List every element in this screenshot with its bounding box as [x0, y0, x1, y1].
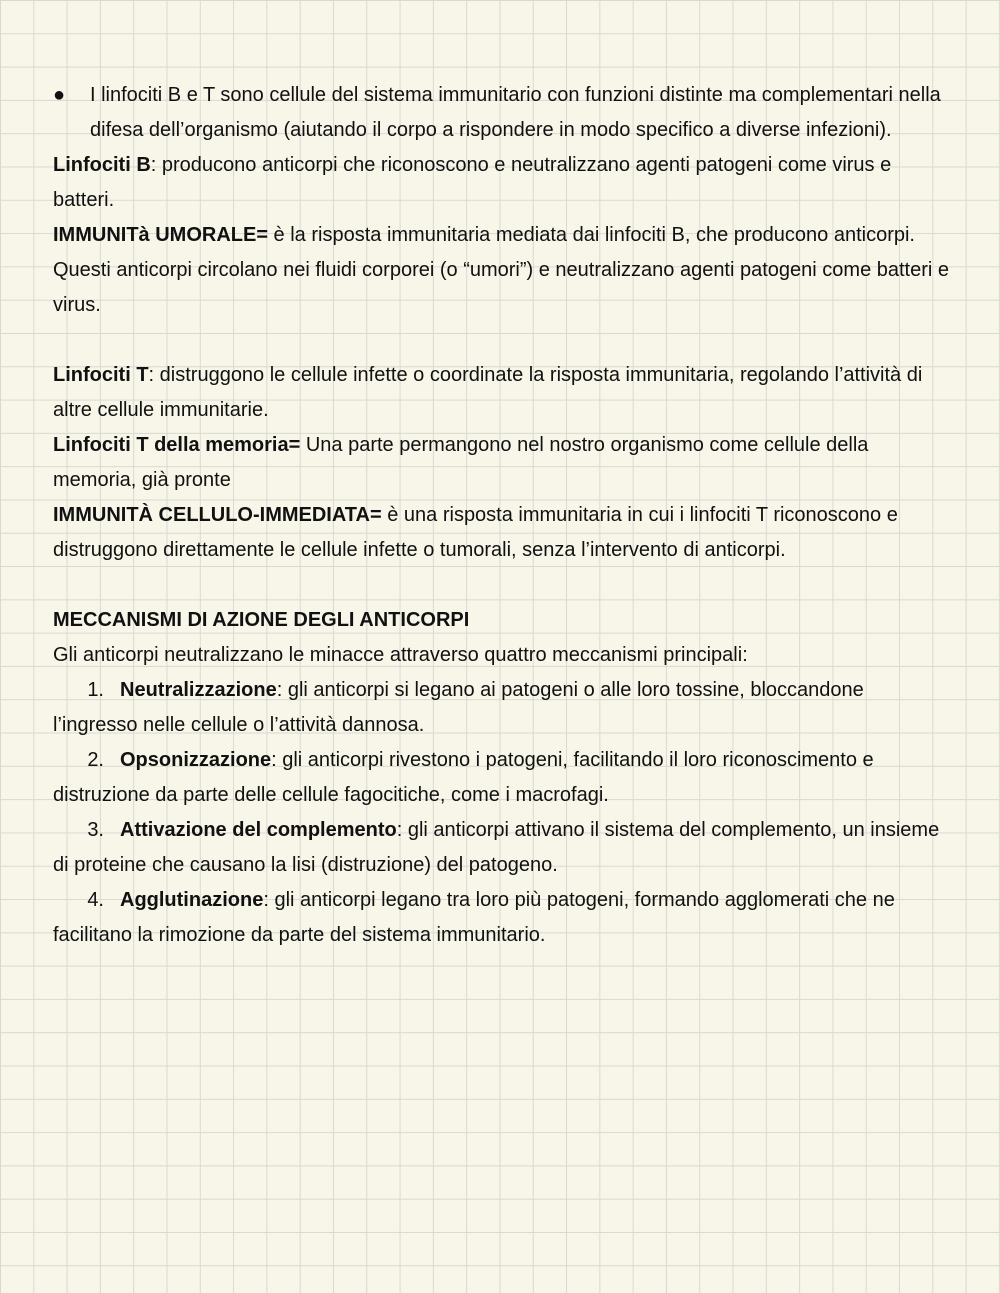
meccanismi-heading: MECCANISMI DI AZIONE DEGLI ANTICORPI: [53, 609, 470, 631]
linfociti-t-memoria-term: Linfociti T della memoria=: [53, 434, 301, 456]
mechanism-term: Neutralizzazione: [120, 679, 277, 701]
immunita-cellulo-paragraph: [53, 498, 953, 568]
linfociti-t-memoria-paragraph: [53, 428, 953, 498]
mechanism-number: 4.: [87, 889, 104, 911]
mechanism-text: : gli anticorpi legano tra loro più patogeni, formando agglomerati che ne facilitano la rimozione da parte del sistema immunitario.: [53, 889, 895, 946]
mechanism-number: 2.: [87, 749, 104, 771]
mechanism-item: [53, 813, 953, 883]
linfociti-b-term: Linfociti B: [53, 154, 151, 176]
immunita-cellulo-term: IMMUNITÀ CELLULO-IMMEDIATA=: [53, 504, 382, 526]
mechanism-item: [53, 883, 953, 953]
immunita-umorale-term: IMMUNITà UMORALE=: [53, 224, 268, 246]
immunita-umorale-paragraph: [53, 218, 953, 323]
mechanism-number: 3.: [87, 819, 104, 841]
mechanism-term: Opsonizzazione: [120, 749, 272, 771]
mechanism-term: Attivazione del complemento: [120, 819, 397, 841]
immunita-cellulo-text: è una risposta immunitaria in cui i linfociti T riconoscono e distruggono direttamente le cellule infette o tumorali, senza l’intervento di anticorpi.: [53, 504, 898, 561]
intro-bullet-text: I linfociti B e T sono cellule del sistema immunitario con funzioni distinte ma complementari nella difesa dell’organismo (aiutando il corpo a rispondere in modo specifico a diverse infezioni).: [90, 84, 941, 141]
linfociti-t-memoria-text: Una parte permangono nel nostro organismo come cellule della memoria, già pronte: [53, 434, 869, 491]
mechanism-term: Agglutinazione: [120, 889, 264, 911]
mechanism-text: : gli anticorpi attivano il sistema del complemento, un insieme di proteine che causano la lisi (distruzione) del patogeno.: [53, 819, 940, 876]
intro-bullet: [53, 78, 953, 148]
mechanism-text: : gli anticorpi si legano ai patogeni o alle loro tossine, bloccandone l’ingresso nelle cellule o l’attività dannosa.: [53, 679, 864, 736]
meccanismi-heading-paragraph: [53, 603, 953, 638]
bullet-marker: ●: [53, 84, 66, 106]
mechanism-item: [53, 673, 953, 743]
linfociti-t-paragraph: [53, 358, 953, 428]
blank-line: [53, 323, 953, 358]
immunita-umorale-text: è la risposta immunitaria mediata dai linfociti B, che producono anticorpi. Questi anticorpi circolano nei fluidi corporei (o “umori”) e neutralizzano agenti patogeni come batteri e virus.: [53, 224, 950, 316]
mechanism-text: : gli anticorpi rivestono i patogeni, facilitando il loro riconoscimento e distruzione da parte delle cellule fagocitiche, come i macrofagi.: [53, 749, 874, 806]
blank-line: [53, 568, 953, 603]
mechanism-number: 1.: [87, 679, 104, 701]
linfociti-t-text: : distruggono le cellule infette o coordinate la risposta immunitaria, regolando l’attività di altre cellule immunitarie.: [53, 364, 923, 421]
mechanism-item: [53, 743, 953, 813]
linfociti-b-paragraph: [53, 148, 953, 218]
note-content: [53, 78, 953, 953]
linfociti-b-text: : producono anticorpi che riconoscono e neutralizzano agenti patogeni come virus e batteri.: [53, 154, 892, 211]
linfociti-t-term: Linfociti T: [53, 364, 149, 386]
meccanismi-intro: Gli anticorpi neutralizzano le minacce attraverso quattro meccanismi principali:: [53, 644, 748, 666]
